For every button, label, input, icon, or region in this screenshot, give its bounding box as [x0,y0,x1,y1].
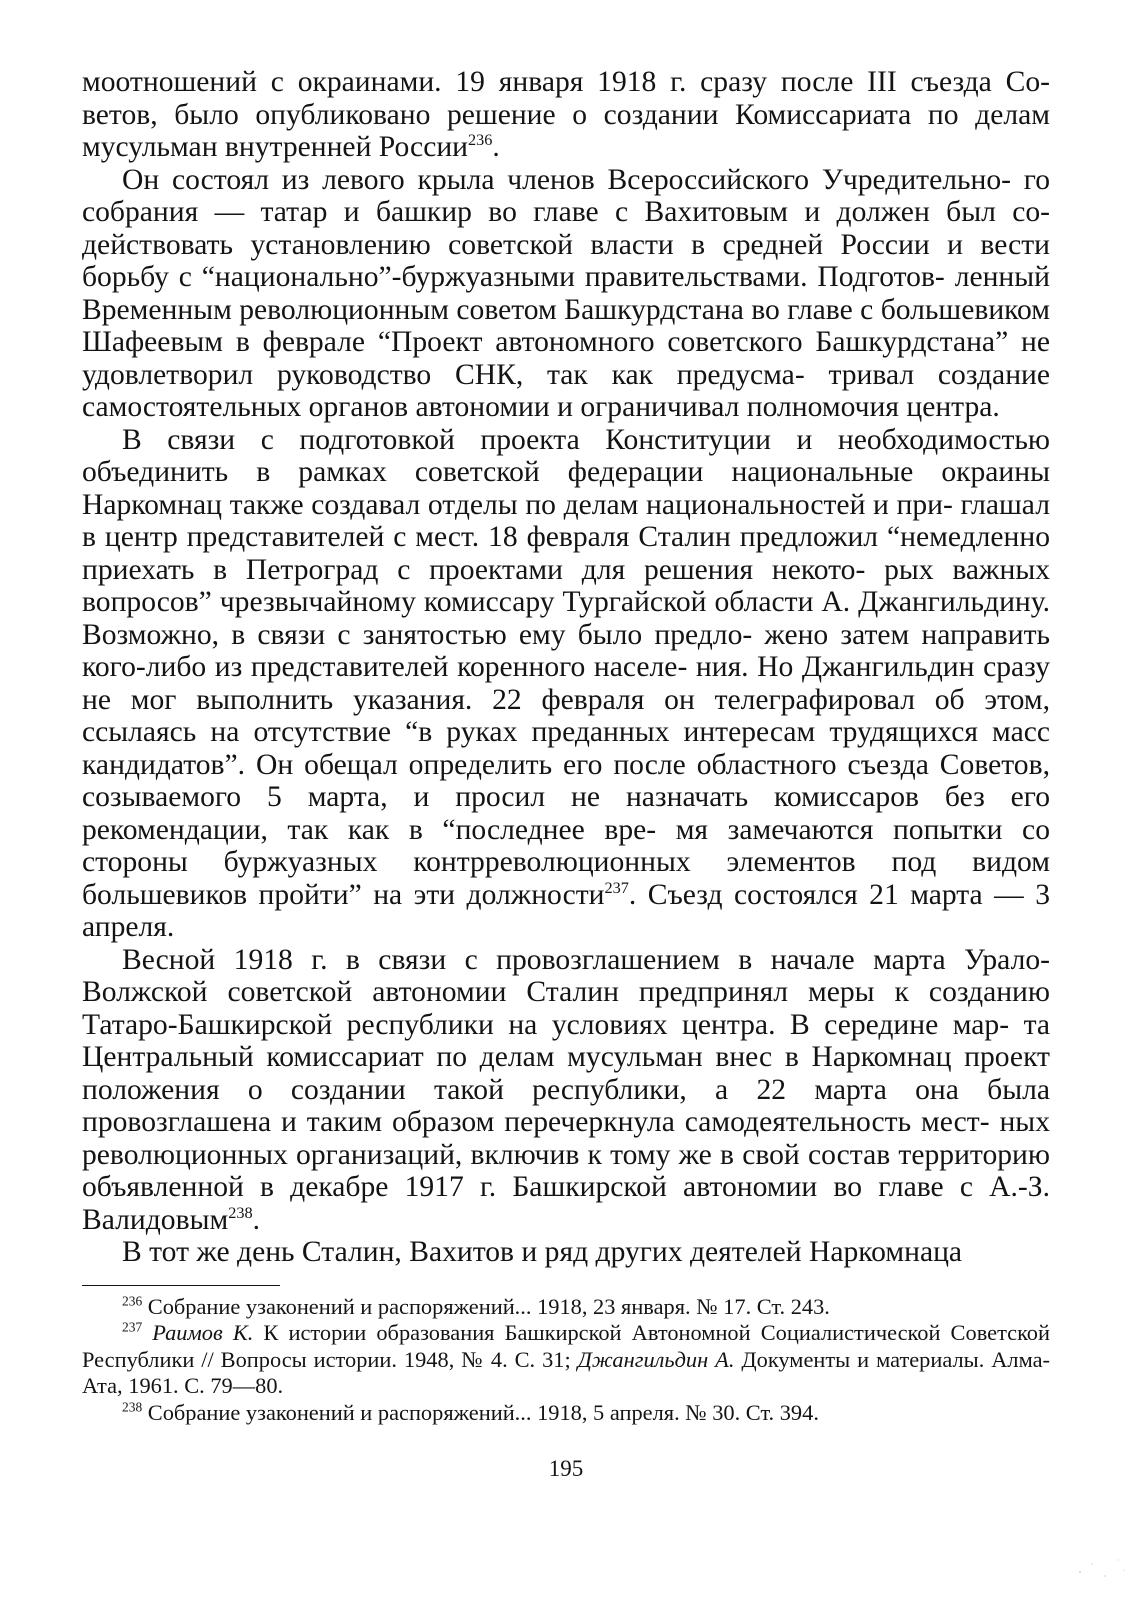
footnote-ref: 237 [122,1319,143,1335]
text-run: после областного съезда Советов, созываемого 5 марта, и просил не [82,748,1050,813]
text-run: с большевиком Шафеевым в феврале “Проект автономного советского [82,293,1050,358]
text-run: элементов под видом большевиков пройти” на эти должности [82,846,1051,911]
text-run: К истории образования Башкирской Автономной Социалистической Советской Республики // Вопросы истории. 1948, № 4. С. 31; [82,1320,1050,1372]
text-run: рых важных вопросов” чрезвычайному комиссару Тургайской области [82,553,1050,618]
text-run: проект положения о создании такой республики, а 22 марта она была [82,1041,1050,1106]
text-run: Наркомнац также создавал отделы по делам национальностей и при- [82,488,953,521]
text-line [122,424,1050,456]
footnote-separator [82,1285,280,1286]
text-run: ных революционных организаций, включив к тому же в свой состав [82,1106,1050,1171]
footnote-ref: 236 [122,1293,143,1309]
text-line [82,1106,990,1138]
text-run: ветов, было опубликовано решение о создании Комиссариата по делам [82,98,1050,131]
text-run: . [492,131,500,163]
text-run: Документы и материалы. Алма-Ата, 1961. С. 79—80. [82,1346,1050,1398]
text-run: полномочия центра. [746,391,1000,423]
text-run: состоялся 21 марта — 3 апреля. [82,878,1050,943]
text-run: главе с А.-З. Валидовым [82,1171,1050,1236]
paragraph [82,66,1050,164]
text-line [82,976,1050,1008]
text-run: Башкурдстана” не удовлетворил руководство СНК, так как предусма- [82,326,1050,391]
footnote-ref: 237 [604,877,629,897]
text-line [82,456,1050,488]
text-run: Он состоял из левого крыла членов Всероссийского Учредительно- [122,163,1011,196]
text-run: провозглашена и таким образом перечеркнула самодеятельность мест- [82,1106,990,1138]
text-run: го собрания — татар и башкир во главе с Вахитовым и должен был со- [82,163,1050,228]
book-page [82,66,1050,1482]
text-run: тривал создание самостоятельных органов автономии и ограничивал [82,358,1050,423]
text-run: ния. Но Джангильдин сразу не мог выполнить указания. 22 февраля он [82,651,1051,716]
text-line [82,99,1050,131]
paragraph [82,424,1050,944]
text-run: Весной 1918 г. в связи с провозглашением в начале марта Урало- [122,943,1050,976]
text-run: Собрание узаконений и распоряжений... 1918, 5 апреля. № 30. Ст. 394. [142,1399,819,1425]
footnotes [82,1294,1050,1427]
text-line [82,261,945,293]
footnote-ref: 236 [468,130,493,150]
text-line [747,391,1000,423]
author-name: Раимов К. [152,1320,254,1345]
text-line [82,131,500,163]
text-run: Татаро-Башкирской республики на условиях центра. В середине мар- [82,1008,1010,1041]
text-line [122,944,1050,976]
text-run: “немедленно приехать в Петроград с проектами для решения некото- [82,521,1050,586]
body-text [82,66,1050,1269]
paragraph [82,944,1050,1237]
text-run: моотношений с окраинами. 19 января 1918 г. сразу после III съезда Со- [82,66,1050,98]
text-run: мя замечаются попытки со стороны буржуазных контрреволюционных [82,813,1050,878]
text-line [82,66,1050,98]
paragraph [82,1236,1050,1269]
text-run: жено затем направить кого-либо из представителей коренного населе- [82,618,1051,683]
text-run: мусульман внутренней России [82,131,469,163]
text-run: та Центральный комиссариат по делам мусульман внес в Наркомнац [82,1008,1050,1073]
text-run: объединить в рамках советской федерации национальные окраины [82,456,1050,488]
text-run: . Съезд [628,878,723,911]
text-run: глашал в центр представителей с мест. 18 февраля Сталин предложил [82,488,1050,553]
scan-artifact-specks [1070,1552,1130,1582]
text-run: интересам трудящихся масс кандидатов”. Он обещал определить его [82,716,1050,781]
text-line [82,1009,1009,1041]
footnote [82,1294,1050,1321]
footnote [82,1320,1050,1400]
text-line [82,229,1050,261]
text-run: В тот же день Сталин, Вахитов и ряд других деятелей Наркомнаца [122,1236,963,1268]
text-run: телеграфировал об этом, ссылаясь на отсутствие “в руках преданных [82,683,1050,748]
footnote [82,1400,1050,1427]
text-run: территорию объявленной в декабре 1917 г. Башкирской автономии во [82,1138,1050,1203]
footnote-ref: 238 [122,1399,143,1415]
author-name: Джангильдин А. [577,1346,735,1372]
text-run: Собрание узаконений и распоряжений... 1918, 23 января. № 17. Ст. 243. [142,1293,830,1319]
text-run: борьбу с “национально”-буржуазными правительствами. Подготов- [82,261,945,293]
text-run [142,1320,152,1345]
text-line [122,164,1011,196]
paragraph [82,164,1050,424]
text-run: В связи с подготовкой проекта Конституции и необходимостью [122,423,1050,456]
text-run: А. Джангильдину. Возможно, в связи с занятостью ему было предло- [82,586,1050,651]
text-run: ленный Временным революционным советом Башкурдстана во главе [82,261,1050,326]
text-run: Волжской советской автономии Сталин предпринял меры к созданию [82,976,1050,1008]
text-run: действовать установлению советской власти в средней России и вести [82,228,1050,261]
text-line [122,1236,962,1268]
text-line [82,489,953,521]
footnote-ref: 238 [228,1202,253,1222]
text-run: . [252,1203,260,1236]
text-run: назначать комиссаров без его рекомендации, так как в “последнее вре- [82,781,1050,846]
page-number: 195 [548,1456,584,1481]
